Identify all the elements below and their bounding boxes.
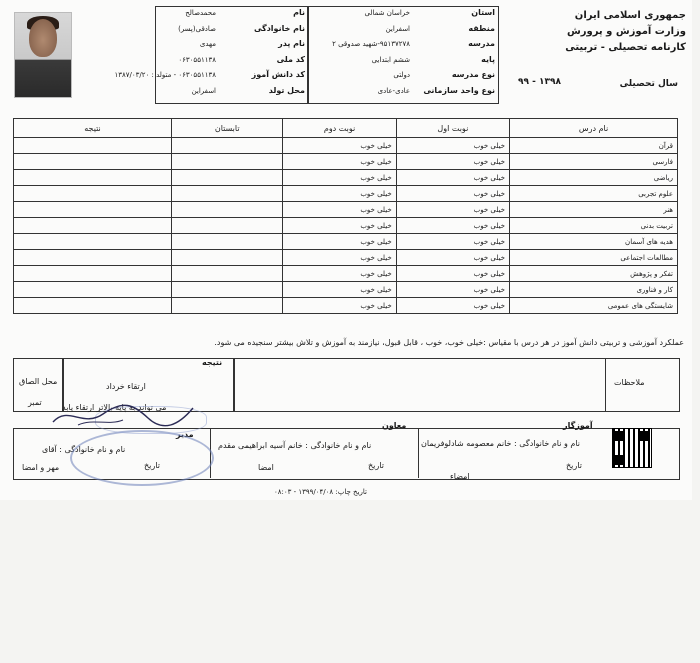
student-info-value: ۰۶۳۰۵۵۱۱۳۸ - متولد : ۱۳۸۷/۰۳/۲۰ <box>114 71 216 79</box>
student-info-value: صادقی(پسر) <box>178 24 216 33</box>
cell-subject: هدیه های آسمان <box>510 234 678 250</box>
cell-t1: خیلی خوب <box>396 298 509 314</box>
evaluation-notice: عملکرد آموزشی و تربیتی دانش آموز در هر درس با مقیاس :خیلی خوب، خوب ، قابل قبول، نیازمند به آموزش و تلاش بیشتر سنجیده می شود. <box>214 338 684 347</box>
teacher-name: نام و نام خانوادگی : خانم معصومه شادلوفریمان <box>421 439 580 448</box>
cell-t1: خیلی خوب <box>396 186 509 202</box>
cell-t1: خیلی خوب <box>396 282 509 298</box>
cell-subject: مطالعات اجتماعی <box>510 250 678 266</box>
student-info-label: نام پدر <box>278 39 305 48</box>
cell-summer <box>172 234 283 250</box>
cell-result <box>14 170 172 186</box>
student-info-label: کد ملی <box>276 54 305 64</box>
remarks-label: ملاحظات <box>614 378 645 387</box>
table-row <box>14 298 678 314</box>
student-info-label: کد دانش آموز <box>251 70 305 79</box>
school-info-label: مدرسه <box>468 39 495 48</box>
header-term2: نوبت دوم <box>283 119 396 138</box>
student-info-label: نام <box>293 8 305 17</box>
cell-summer <box>172 266 283 282</box>
school-info-label: پایه <box>481 54 495 64</box>
result-line1: ارتقاء خرداد <box>106 382 146 391</box>
table-row <box>14 234 678 250</box>
cell-t2: خیلی خوب <box>283 186 396 202</box>
cell-summer <box>172 250 283 266</box>
school-info-label: استان <box>471 8 495 17</box>
teacher-title: آموزگار <box>563 421 593 430</box>
grades-table <box>13 118 678 314</box>
report-title: کارنامه تحصیلی - تربیتی <box>565 42 686 53</box>
deputy-date-label: تاریخ <box>368 461 384 470</box>
cell-t2: خیلی خوب <box>283 170 396 186</box>
table-row <box>14 154 678 170</box>
sig-divider-1 <box>418 428 419 478</box>
table-row <box>14 170 678 186</box>
table-row <box>14 138 678 154</box>
cell-summer <box>172 298 283 314</box>
cell-t2: خیلی خوب <box>283 250 396 266</box>
cell-summer <box>172 170 283 186</box>
school-info-value: دولتی <box>393 71 410 79</box>
academic-year-value: ۹۹ - ۱۳۹۸ <box>518 77 561 87</box>
cell-summer <box>172 282 283 298</box>
cell-result <box>14 154 172 170</box>
cell-summer <box>172 202 283 218</box>
cell-result <box>14 218 172 234</box>
student-info-value: اسفراین <box>191 86 216 95</box>
school-stamp <box>70 430 214 486</box>
cell-t2: خیلی خوب <box>283 202 396 218</box>
cell-subject: قرآن <box>510 138 678 154</box>
school-info-value: عادی-عادی <box>377 86 410 95</box>
cell-t1: خیلی خوب <box>396 266 509 282</box>
result-title: نتیجه <box>202 358 223 367</box>
principal-signature <box>48 400 198 430</box>
cell-result <box>14 234 172 250</box>
school-info-value: خراسان شمالی <box>364 9 410 17</box>
deputy-name: نام و نام خانوادگی : خانم آسیه ابراهیمی مقدم <box>218 441 372 450</box>
table-row <box>14 250 678 266</box>
header-term1: نوبت اول <box>396 119 509 138</box>
student-info-value: محمدصالح <box>185 9 216 17</box>
cell-subject: علوم تجربی <box>510 186 678 202</box>
cell-subject: ریاضی <box>510 170 678 186</box>
header-block <box>565 8 686 56</box>
cell-summer <box>172 218 283 234</box>
print-date: تاریخ چاپ: ۱۳۹۹/۰۴/۰۸ - ۰۸:۰۳ <box>274 488 367 496</box>
cell-t1: خیلی خوب <box>396 234 509 250</box>
school-info-label: نوع واحد سازمانی <box>423 85 495 95</box>
cell-result <box>14 186 172 202</box>
cell-result <box>14 282 172 298</box>
cell-subject: تربیت بدنی <box>510 218 678 234</box>
cell-subject: هنر <box>510 202 678 218</box>
principal-sign-label: مهر و امضا <box>22 463 60 472</box>
principal-date-label: تاریخ <box>144 461 160 470</box>
academic-year-label: سال تحصیلی <box>619 79 678 89</box>
student-photo <box>14 12 72 98</box>
table-row <box>14 282 678 298</box>
cell-t2: خیلی خوب <box>283 154 396 170</box>
cell-t2: خیلی خوب <box>283 282 396 298</box>
cell-summer <box>172 154 283 170</box>
deputy-title: معاون <box>382 421 407 430</box>
principal-name: نام و نام خانوادگی : آقای <box>42 445 126 454</box>
student-info-value: مهدی <box>199 40 216 48</box>
cell-t2: خیلی خوب <box>283 234 396 250</box>
table-row <box>14 202 678 218</box>
table-row <box>14 186 678 202</box>
ministry-title: وزارت آموزش و پرورش <box>566 26 686 37</box>
cell-summer <box>172 186 283 202</box>
cell-t2: خیلی خوب <box>283 298 396 314</box>
student-info-value: ۰۶۳۰۵۵۱۱۳۸ <box>178 55 216 64</box>
student-info-label: نام خانوادگی <box>253 23 305 33</box>
school-info-value: ۹۵۱۳۷۲۷۸-شهید صدوقی ۲ <box>332 40 410 48</box>
cell-t2: خیلی خوب <box>283 218 396 234</box>
cell-t2: خیلی خوب <box>283 266 396 282</box>
cell-summer <box>172 138 283 154</box>
result-line2: می تواند به پایه بالاتر ارتقاء یابد <box>62 403 167 412</box>
cell-subject: کار و فناوری <box>510 282 678 298</box>
school-info-value: اسفراین <box>385 24 410 33</box>
cell-subject: تفکر و پژوهش <box>510 266 678 282</box>
cell-result <box>14 250 172 266</box>
header-subject: نام درس <box>510 119 678 138</box>
cell-t2: خیلی خوب <box>283 138 396 154</box>
country-title: جمهوری اسلامی ایران <box>574 10 686 21</box>
cell-result <box>14 298 172 314</box>
deputy-sign-label: امضا <box>258 463 274 472</box>
teacher-date-label: تاریخ <box>566 461 582 470</box>
cell-t1: خیلی خوب <box>396 138 509 154</box>
cell-t1: خیلی خوب <box>396 250 509 266</box>
cell-subject: شایستگی های عمومی <box>510 298 678 314</box>
school-info-label: منطقه <box>468 23 495 33</box>
cell-t1: خیلی خوب <box>396 218 509 234</box>
header-summer: تابستان <box>172 119 283 138</box>
student-info-label: محل تولد <box>268 85 305 95</box>
cell-result <box>14 266 172 282</box>
cell-t1: خیلی خوب <box>396 154 509 170</box>
table-row <box>14 218 678 234</box>
table-row <box>14 266 678 282</box>
cell-result <box>14 202 172 218</box>
school-info-label: نوع مدرسه <box>451 70 495 79</box>
qr-code <box>612 428 652 468</box>
cell-subject: فارسی <box>510 154 678 170</box>
cell-t1: خیلی خوب <box>396 202 509 218</box>
school-info-value: ششم ابتدایی <box>371 55 410 64</box>
principal-title: مدیر <box>176 430 194 439</box>
stamp-label: تمبر <box>28 398 42 407</box>
seal-label: محل الصاق <box>19 377 58 386</box>
cell-result <box>14 138 172 154</box>
header-result: نتیجه <box>14 119 172 138</box>
cell-t1: خیلی خوب <box>396 170 509 186</box>
teacher-sign-label: امضاء <box>450 472 470 481</box>
